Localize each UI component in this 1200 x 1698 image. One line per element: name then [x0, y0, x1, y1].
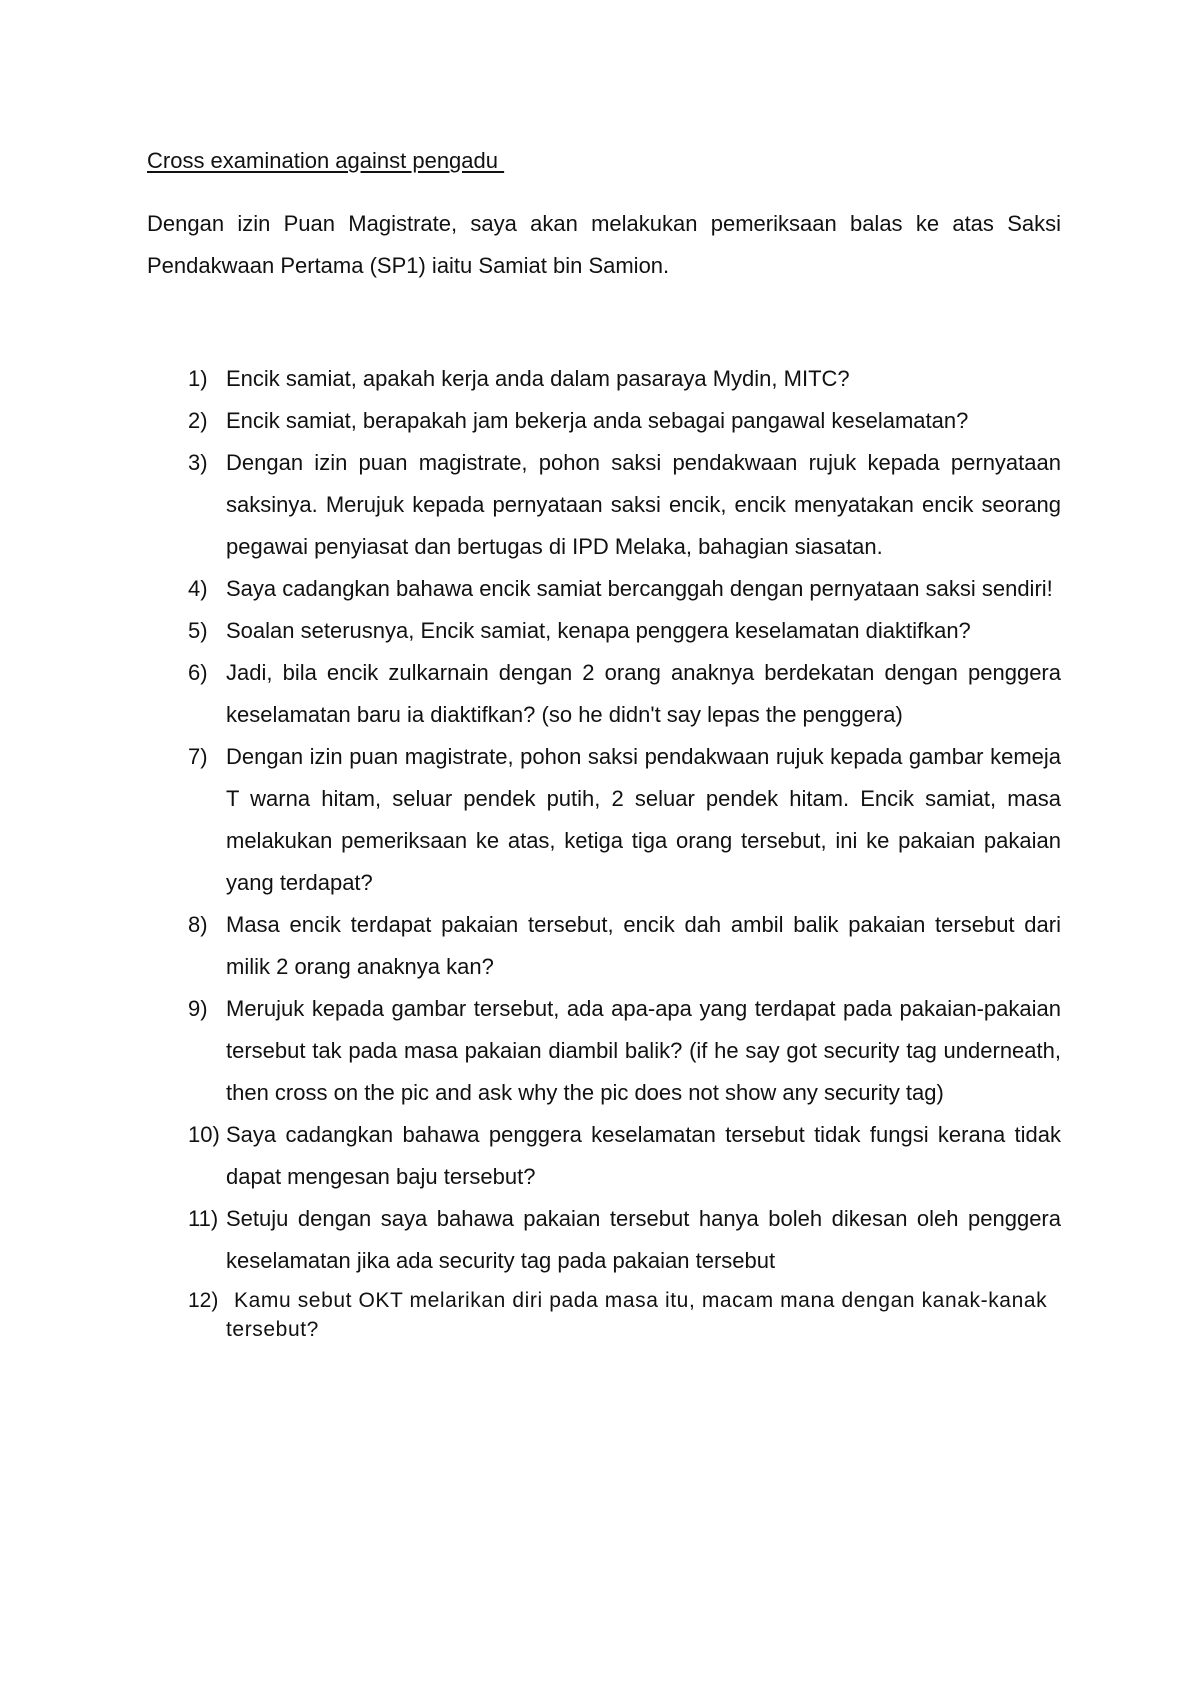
list-item [147, 358, 1061, 400]
list-item [147, 904, 1061, 988]
item-number: 5) [188, 618, 208, 643]
intro-paragraph: Dengan izin Puan Magistrate, saya akan melakukan pemeriksaan balas ke atas Saksi Pendakwaan Pertama (SP1) iaitu Samiat bin Samion. [147, 211, 1061, 278]
item-number: 12) [188, 1289, 219, 1312]
item-text: Dengan izin puan magistrate, pohon saksi pendakwaan rujuk kepada gambar kemeja T warna hitam, seluar pendek putih, 2 seluar pendek hitam. Encik samiat, masa melakukan pemeriksaan ke atas, ketiga tiga orang tersebut, ini ke pakaian pakaian yang terdapat? [226, 744, 1061, 895]
list-item [147, 988, 1061, 1114]
item-number: 3) [188, 450, 208, 475]
item-number: 4) [188, 576, 208, 601]
item-text: Merujuk kepada gambar tersebut, ada apa-apa yang terdapat pada pakaian-pakaian tersebut tak pada masa pakaian diambil balik? (if he say got security tag underneath, then cross on the pic and ask why the pic does not show any security tag) [226, 996, 1061, 1105]
item-number: 7) [188, 744, 208, 769]
list-item [147, 1114, 1061, 1198]
item-text: Masa encik terdapat pakaian tersebut, encik dah ambil balik pakaian tersebut dari milik 2 orang anaknya kan? [226, 912, 1061, 979]
item-text: Encik samiat, berapakah jam bekerja anda sebagai pangawal keselamatan? [226, 408, 969, 433]
item-text: Setuju dengan saya bahawa pakaian tersebut hanya boleh dikesan oleh penggera keselamatan jika ada security tag pada pakaian tersebut [226, 1206, 1061, 1273]
item-number: 6) [188, 660, 208, 685]
list-item [147, 568, 1061, 610]
document-heading: Cross examination against pengadu [147, 148, 505, 173]
list-item [147, 1282, 1061, 1344]
list-item [147, 652, 1061, 736]
list-item [147, 1198, 1061, 1282]
item-number: 1) [188, 366, 208, 391]
item-text: Kamu sebut OKT melarikan diri pada masa itu, macam mana dengan kanak-kanak tersebut? [226, 1289, 1048, 1341]
item-text: Saya cadangkan bahawa penggera keselamatan tersebut tidak fungsi kerana tidak dapat mengesan baju tersebut? [226, 1122, 1061, 1189]
item-number: 11) [188, 1206, 219, 1231]
list-item [147, 736, 1061, 904]
item-number: 9) [188, 996, 208, 1021]
list-item [147, 400, 1061, 442]
item-text: Saya cadangkan bahawa encik samiat bercanggah dengan pernyataan saksi sendiri! [226, 576, 1053, 601]
item-text: Encik samiat, apakah kerja anda dalam pasaraya Mydin, MITC? [226, 366, 850, 391]
item-number: 2) [188, 408, 208, 433]
item-text: Jadi, bila encik zulkarnain dengan 2 orang anaknya berdekatan dengan penggera keselamatan baru ia diaktifkan? (so he didn't say lepas the penggera) [226, 660, 1061, 727]
list-item [147, 442, 1061, 568]
item-text: Soalan seterusnya, Encik samiat, kenapa penggera keselamatan diaktifkan? [226, 618, 971, 643]
item-text: Dengan izin puan magistrate, pohon saksi pendakwaan rujuk kepada pernyataan saksinya. Merujuk kepada pernyataan saksi encik, encik menyatakan encik seorang pegawai penyiasat dan bertugas di IPD Melaka, bahagian siasatan. [226, 450, 1061, 559]
item-number: 10) [188, 1122, 220, 1147]
question-list [147, 358, 1061, 1344]
list-item [147, 610, 1061, 652]
item-number: 8) [188, 912, 208, 937]
